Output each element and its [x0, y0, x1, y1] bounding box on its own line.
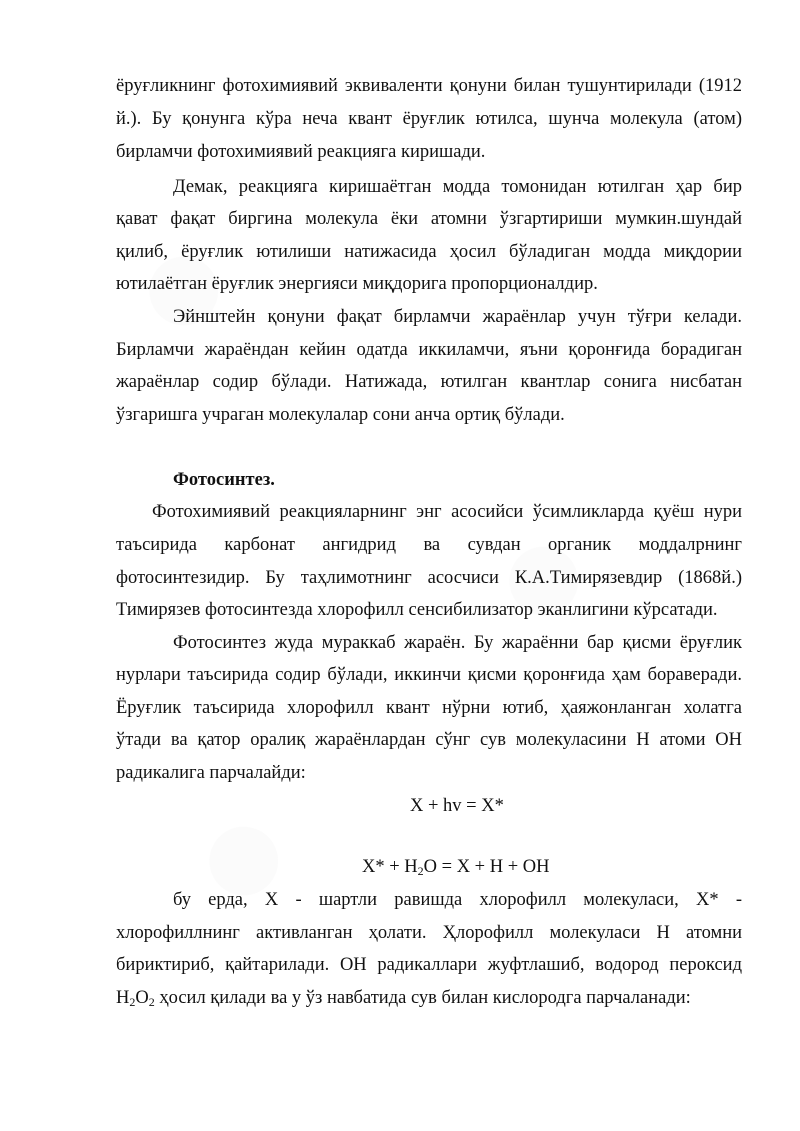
svg-text:●: ● — [481, 509, 600, 640]
paragraph-2-line-1: Демак, реакцияга киришаётган модда томонидан ютилган ҳар бир — [173, 177, 742, 197]
paragraph-4-line-3: фотосинтезидир. Бу таҳлимотнинг асосчиси К.А.Тимирязевдир (1868й.) — [116, 568, 742, 588]
paragraph-1-line-2: й.). Бу қонунга кўра неча квант ёруғлик ютилса, шунча молекула (атом) — [116, 109, 742, 129]
paragraph-5-line-2: нурлари таъсирида содир бўлади, иккинчи қисми қоронғида ҳам бораверади. — [116, 665, 742, 685]
paragraph-3-line-3: жараёнлар содир бўлади. Натижада, ютилган квантлар сонига нисбатан — [116, 372, 742, 392]
svg-text:●: ● — [181, 789, 300, 920]
paragraph-2-line-4: ютилаётган ёруғлик энергияси миқдорига пропорционалдир. — [116, 274, 598, 294]
paragraph-2-line-3: қилиб, ёруғлик ютилиши натижасида ҳосил бўладиган модда миқдории — [116, 242, 742, 262]
paragraph-5-line-3: Ёруғлик таъсирида хлорофилл квант нўрни ютиб, ҳаяжонланган холатга — [116, 698, 742, 718]
h2o2-sub-2: 2 — [148, 995, 155, 1009]
paragraph-5-line-4: ўтади ва қатор оралиқ жараёнлардан сўнг сув молекуласини Н атоми ОН — [116, 730, 742, 750]
paragraph-5-line-5: радикалига парчалайди: — [116, 763, 306, 783]
paragraph-6-line-1: бу ерда, Х - шартли равишда хлорофилл молекуласи, Х* - — [173, 890, 742, 910]
paragraph-1-line-3: бирламчи фотохимиявий реакцияга киришади. — [116, 142, 486, 162]
section-heading: Фотосинтез. — [173, 470, 275, 490]
paragraph-3-line-4: ўзгаришга учраган молекулалар сони анча ортиқ бўлади. — [116, 405, 565, 425]
formula-2-subscript: 2 — [417, 864, 424, 878]
paragraph-4-line-1: Фотохимиявий реакцияларнинг энг асосийси ўсимликларда қуёш нури — [152, 502, 742, 522]
h2o2-o: О — [135, 988, 149, 1008]
paragraph-6-line-3: бириктириб, қайтарилади. ОН радикаллари жуфтлашиб, водород пероксид — [116, 955, 742, 975]
svg-text:●: ● — [121, 219, 240, 350]
paragraph-3-line-2: Бирламчи жараёндан кейин одатда иккиламчи, яъни қоронғида борадиган — [116, 340, 742, 360]
formula-water-splitting — [362, 855, 550, 879]
paragraph-6-line-4 — [116, 986, 742, 1010]
paragraph-4-line-2: таъсирида карбонат ангидрид ва сувдан органик моддалрнинг — [116, 535, 742, 555]
paragraph-5-line-1: Фотосинтез жуда мураккаб жараён. Бу жараённи бар қисми ёруғлик — [173, 633, 742, 653]
paragraph-4-line-4: Тимирязев фотосинтезда хлорофилл сенсибилизатор эканлигини кўрсатади. — [116, 600, 718, 620]
paragraph-2-line-2: қават фақат биргина молекула ёки атомни ўзгартириши мумкин.шундай — [116, 209, 742, 229]
paragraph-6-line-2: хлорофиллнинг активланган ҳолати. Ҳлорофилл молекуласи Н атомни — [116, 923, 742, 943]
paragraph-6-line-4-text: ҳосил қилади ва у ўз навбатида сув билан кислородга парчаланади: — [154, 988, 691, 1008]
formula-2-part-1: X* + H — [362, 857, 418, 877]
h2o2-sub-1: 2 — [129, 995, 136, 1009]
paragraph-1-line-1: ёруғликнинг фотохимиявий эквиваленти қонуни билан тушунтирилади (1912 — [116, 76, 742, 96]
h2o2-h: Н — [116, 988, 130, 1008]
paragraph-3-line-1: Эйнштейн қонуни фақат бирламчи жараёнлар учун тўғри келади. — [173, 307, 742, 327]
formula-2-part-2: O = X + H + OH — [423, 857, 550, 877]
formula-excitation: X + hv = X* — [410, 796, 504, 816]
